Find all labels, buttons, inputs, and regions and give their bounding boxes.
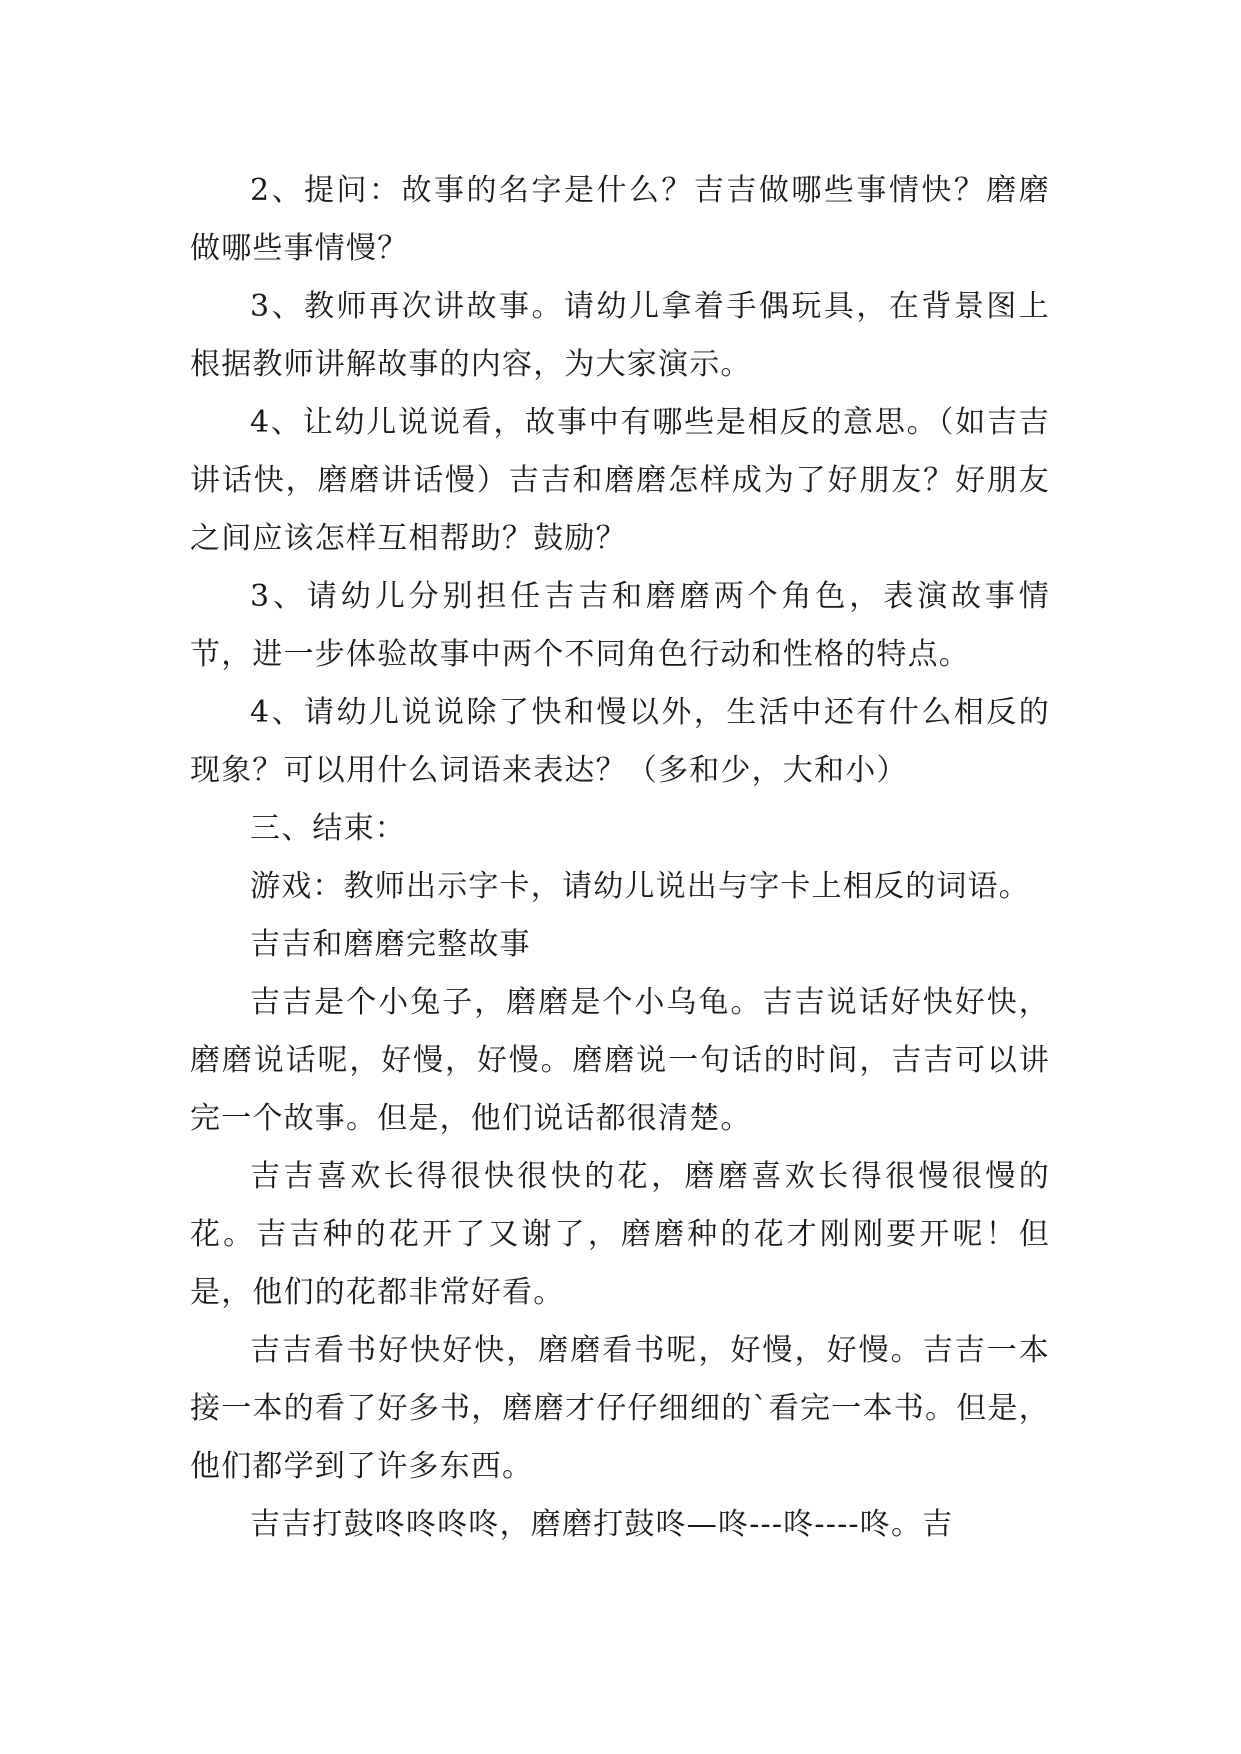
story-paragraph-reading: 吉吉看书好快好快，磨磨看书呢，好慢，好慢。吉吉一本接一本的看了好多书，磨磨才仔仔细细的`看完一本书。但是，他们都学到了许多东西。: [190, 1333, 1050, 1484]
paragraph-retell-story: 3、教师再次讲故事。请幼儿拿着手偶玩具，在背景图上根据教师讲解故事的内容，为大家演示。: [190, 289, 1050, 382]
paragraph-opposites-discussion: 4、让幼儿说说看，故事中有哪些是相反的意思。（如吉吉讲话快，磨磨讲话慢）吉吉和磨磨怎样成为了好朋友？好朋友之间应该怎样互相帮助？鼓励？: [190, 405, 1050, 556]
paragraph-role-play: 3、请幼儿分别担任吉吉和磨磨两个角色，表演故事情节，进一步体验故事中两个不同角色行动和性格的特点。: [190, 579, 1050, 672]
paragraph-other-opposites: 4、请幼儿说说除了快和慢以外，生活中还有什么相反的现象？可以用什么词语来表达？（多和少，大和小）: [190, 695, 1050, 788]
story-paragraph-flowers: 吉吉喜欢长得很快很快的花，磨磨喜欢长得很慢很慢的花。吉吉种的花开了又谢了，磨磨种的花才刚刚要开呢！但是，他们的花都非常好看。: [190, 1159, 1050, 1310]
document-body: [190, 162, 1050, 1554]
paragraph-question: 2、提问：故事的名字是什么？吉吉做哪些事情快？磨磨做哪些事情慢？: [190, 173, 1050, 266]
story-paragraph-drumming: 吉吉打鼓咚咚咚咚，磨磨打鼓咚—咚---咚----咚。吉: [250, 1507, 954, 1542]
story-title: 吉吉和磨磨完整故事: [250, 927, 531, 962]
section-heading-ending: 三、结束：: [250, 811, 406, 846]
paragraph-game: 游戏：教师出示字卡，请幼儿说出与字卡上相反的词语。: [250, 869, 1030, 904]
story-paragraph-talking: 吉吉是个小兔子，磨磨是个小乌龟。吉吉说话好快好快，磨磨说话呢，好慢，好慢。磨磨说一句话的时间，吉吉可以讲完一个故事。但是，他们说话都很清楚。: [190, 985, 1050, 1136]
